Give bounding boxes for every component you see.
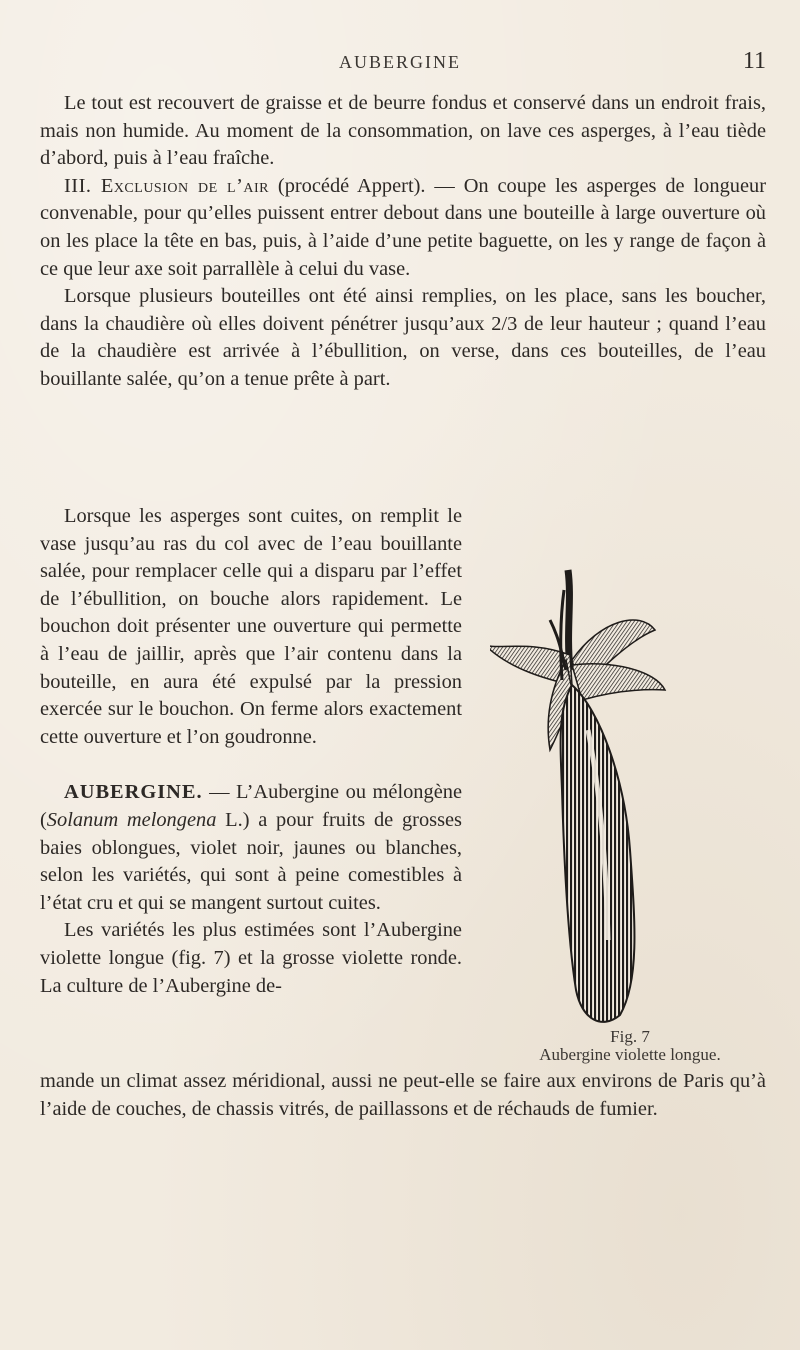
running-title: AUBERGINE bbox=[339, 52, 461, 72]
paragraph-varieties: Les variétés les plus estimées sont l’Aubergine violette longue (fig. 7) et la grosse violette ronde. La culture de l’Aubergine de- bbox=[40, 919, 462, 997]
latin-name: Solanum melongena bbox=[46, 808, 217, 831]
aubergine-drawing bbox=[490, 560, 770, 1030]
figure-caption-text: Aubergine violette longue. bbox=[539, 1045, 721, 1064]
paragraph-bottles: Lorsque plusieurs bouteilles ont été ainsi remplies, on les place, sans les boucher, dans la chaudière où elles doivent pénétrer jusqu’aux 2/3 de leur hauteur ; quand l’eau de la chaudière est arrivée à l’ébullition, on verse, dans ces bouteilles, de l’eau bouillante salée, qu’on a tenue prête à part. bbox=[40, 285, 766, 390]
aubergine-illustration bbox=[490, 560, 770, 1030]
paragraph-aubergine bbox=[40, 779, 462, 917]
page-number: 11 bbox=[742, 48, 766, 74]
bottom-text bbox=[40, 1068, 766, 1123]
left-column-text bbox=[40, 503, 462, 1000]
aubergine-text-a: — L’Aubergine ou mélongène ( bbox=[40, 781, 462, 831]
paragraph-conservation: Le tout est recouvert de graisse et de beurre fondus et conservé dans un endroit frais, mais non humide. Au moment de la consommation, on lave ces asperges, à l’eau tiède d’abord, puis à l’eau fraîche. bbox=[40, 92, 766, 170]
full-width-text bbox=[40, 90, 766, 394]
page-header bbox=[0, 48, 800, 82]
paragraph-cooking: Lorsque les asperges sont cuites, on remplit le vase jusqu’au ras du col avec de l’eau bouillante salée, pour remplacer celle qui a disparu par l’effet de l’ébullition, on bouche alors rapidement. Le bouchon doit présenter une ouverture qui permette à l’eau de jaillir, après que l’air contenu dans la bouteille, en aura été expulsé par la pression exercée sur le bouchon. On ferme alors exactement cette ouverture et l’on goudronne. bbox=[40, 505, 462, 748]
paragraph-appert-text: (procédé Appert). — On coupe les asperges de longueur convenable, pour qu’elles puissent entrer debout dans une bouteille à large ouverture où on les place la tête en bas, puis, à l’aide d’une petite baguette, on les y range de façon à ce que leur axe soit parrallèle à celui du vase. bbox=[40, 174, 766, 280]
figure-caption bbox=[470, 1028, 790, 1064]
paragraph-appert bbox=[40, 173, 766, 283]
figure-label: Fig. 7 bbox=[610, 1027, 650, 1046]
section-label: III. Exclusion de l’air bbox=[64, 174, 270, 197]
paragraph-culture-continued: mande un climat assez méridional, aussi ne peut-elle se faire aux environs de Paris qu’à l’aide de couches, de chassis vitrés, de paillassons et de réchauds de fumier. bbox=[40, 1070, 766, 1120]
aubergine-text-b: L.) a pour fruits de grosses baies oblongues, violet noir, jaunes ou blanches, selon les variétés, qui sont à peine comestibles à l’état cru et qui se mangent surtout cuites. bbox=[40, 808, 462, 914]
entry-heading: AUBERGINE. bbox=[64, 781, 203, 804]
